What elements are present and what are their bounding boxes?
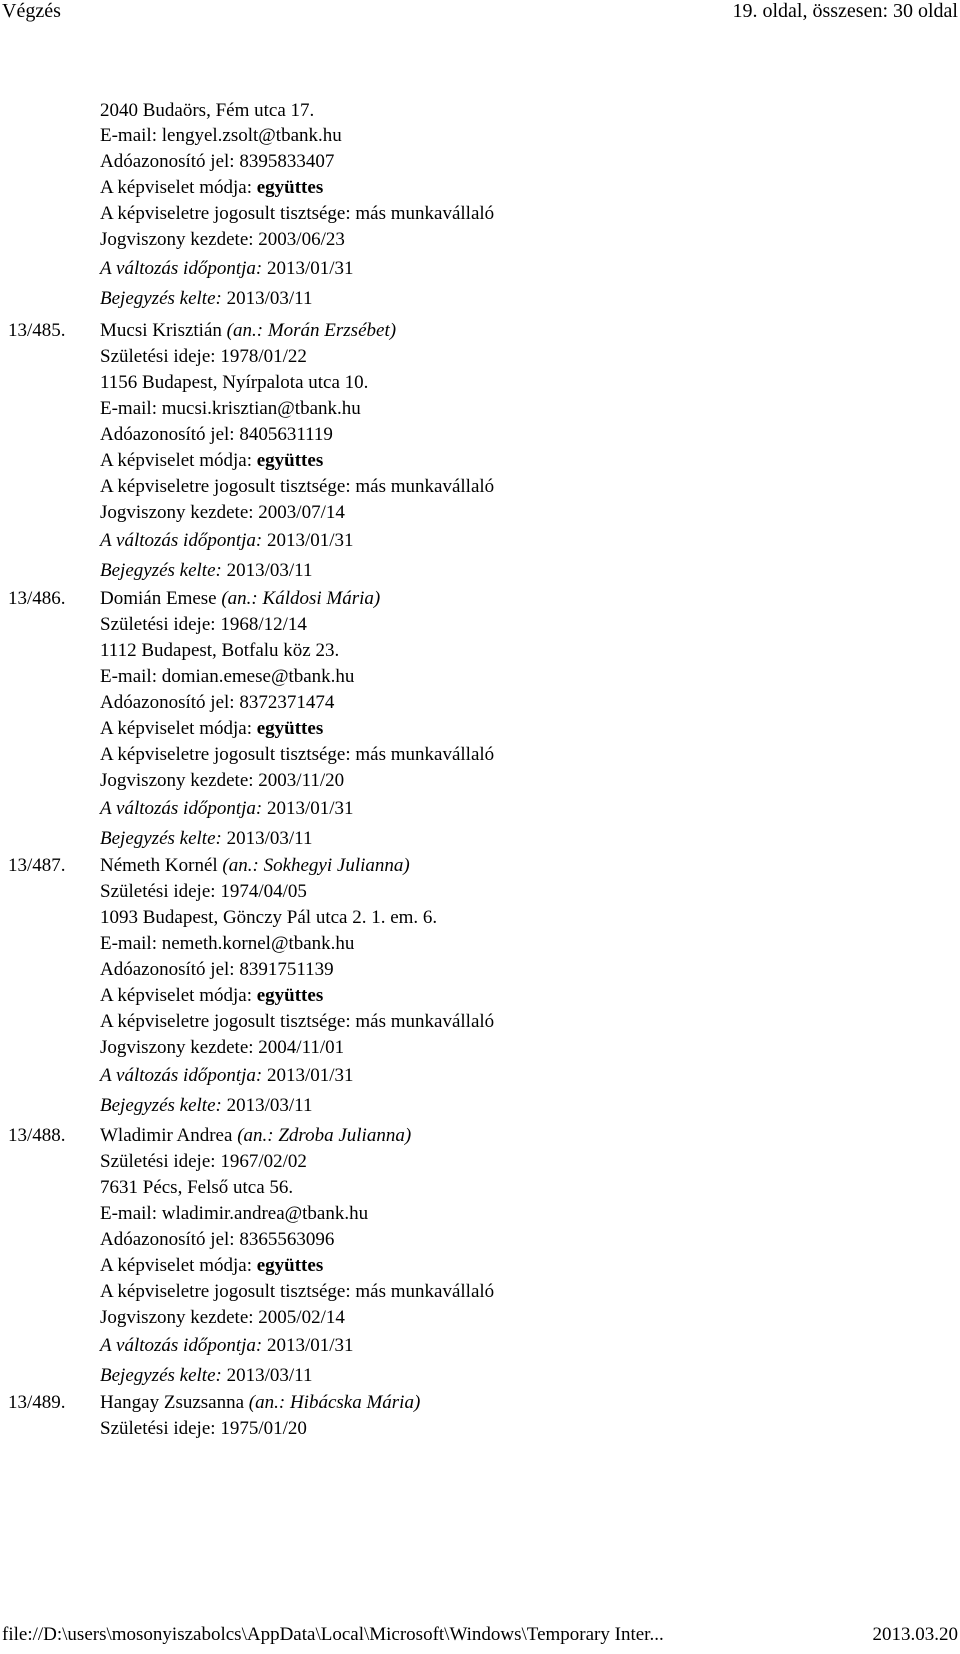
- entry-number: 13/488.: [8, 1125, 66, 1146]
- email-line: E-mail: domian.emese@tbank.hu: [100, 666, 355, 687]
- entry-line: Bejegyzés kelte: 2013/03/11: [100, 828, 313, 849]
- address-line: 1112 Budapest, Botfalu köz 23.: [100, 640, 340, 661]
- role-line: A képviseletre jogosult tisztsége: más munkavállaló: [100, 744, 495, 765]
- entry-number: 13/489.: [8, 1392, 66, 1413]
- entry-number: 13/485.: [8, 320, 66, 341]
- address-line: 7631 Pécs, Felső utca 56.: [100, 1177, 294, 1198]
- entry-number: 13/487.: [8, 855, 66, 876]
- start-line: Jogviszony kezdete: 2004/11/01: [100, 1037, 345, 1058]
- mode-line: A képviselet módja: együttes: [100, 450, 324, 471]
- tax-line: Adóazonosító jel: 8395833407: [100, 151, 335, 172]
- footer-date: 2013.03.20: [872, 1624, 958, 1645]
- role-line: A képviseletre jogosult tisztsége: más munkavállaló: [100, 1281, 495, 1302]
- email-line: E-mail: mucsi.krisztian@tbank.hu: [100, 398, 361, 419]
- role-line: A képviseletre jogosult tisztsége: más munkavállaló: [100, 476, 495, 497]
- mode-line: A képviselet módja: együttes: [100, 177, 324, 198]
- birth-line: Születési ideje: 1978/01/22: [100, 346, 307, 367]
- header-page-count: 19. oldal, összesen: 30 oldal: [732, 0, 958, 22]
- footer-path: file://D:\users\mosonyiszabolcs\AppData\Local\Microsoft\Windows\Temporary Inter...: [2, 1624, 664, 1645]
- role-line: A képviseletre jogosult tisztsége: más munkavállaló: [100, 1011, 495, 1032]
- mode-line: A képviselet módja: együttes: [100, 718, 324, 739]
- page-footer: [0, 1624, 960, 1654]
- person-name-line: Németh Kornél (an.: Sokhegyi Julianna): [100, 855, 410, 876]
- entry-line: Bejegyzés kelte: 2013/03/11: [100, 288, 313, 309]
- person-name-line: Domián Emese (an.: Káldosi Mária): [100, 588, 381, 609]
- entry-number: 13/486.: [8, 588, 66, 609]
- email-line: E-mail: nemeth.kornel@tbank.hu: [100, 933, 355, 954]
- person-name-line: Hangay Zsuzsanna (an.: Hibácska Mária): [100, 1392, 421, 1413]
- email-line: E-mail: wladimir.andrea@tbank.hu: [100, 1203, 369, 1224]
- birth-line: Születési ideje: 1975/01/20: [100, 1418, 307, 1439]
- change-line: A változás időpontja: 2013/01/31: [100, 1335, 354, 1356]
- birth-line: Születési ideje: 1967/02/02: [100, 1151, 307, 1172]
- page-header: [0, 0, 960, 30]
- change-line: A változás időpontja: 2013/01/31: [100, 798, 354, 819]
- entry-line: Bejegyzés kelte: 2013/03/11: [100, 1365, 313, 1386]
- birth-line: Születési ideje: 1968/12/14: [100, 614, 307, 635]
- tax-line: Adóazonosító jel: 8391751139: [100, 959, 334, 980]
- tax-line: Adóazonosító jel: 8365563096: [100, 1229, 335, 1250]
- start-line: Jogviszony kezdete: 2003/07/14: [100, 502, 345, 523]
- address-line: 1156 Budapest, Nyírpalota utca 10.: [100, 372, 369, 393]
- entry-line: Bejegyzés kelte: 2013/03/11: [100, 560, 313, 581]
- change-line: A változás időpontja: 2013/01/31: [100, 258, 354, 279]
- entry-line: Bejegyzés kelte: 2013/03/11: [100, 1095, 313, 1116]
- person-name-line: Mucsi Krisztián (an.: Morán Erzsébet): [100, 320, 397, 341]
- email-line: E-mail: lengyel.zsolt@tbank.hu: [100, 125, 342, 146]
- header-title: Végzés: [2, 0, 61, 22]
- role-line: A képviseletre jogosult tisztsége: más munkavállaló: [100, 203, 495, 224]
- mode-line: A képviselet módja: együttes: [100, 1255, 324, 1276]
- tax-line: Adóazonosító jel: 8372371474: [100, 692, 335, 713]
- start-line: Jogviszony kezdete: 2005/02/14: [100, 1307, 345, 1328]
- start-line: Jogviszony kezdete: 2003/06/23: [100, 229, 345, 250]
- change-line: A változás időpontja: 2013/01/31: [100, 530, 354, 551]
- address-line: 1093 Budapest, Gönczy Pál utca 2. 1. em. 6.: [100, 907, 438, 928]
- tax-line: Adóazonosító jel: 8405631119: [100, 424, 333, 445]
- address-line: 2040 Budaörs, Fém utca 17.: [100, 100, 315, 121]
- birth-line: Születési ideje: 1974/04/05: [100, 881, 307, 902]
- change-line: A változás időpontja: 2013/01/31: [100, 1065, 354, 1086]
- mode-line: A képviselet módja: együttes: [100, 985, 324, 1006]
- person-name-line: Wladimir Andrea (an.: Zdroba Julianna): [100, 1125, 412, 1146]
- start-line: Jogviszony kezdete: 2003/11/20: [100, 770, 345, 791]
